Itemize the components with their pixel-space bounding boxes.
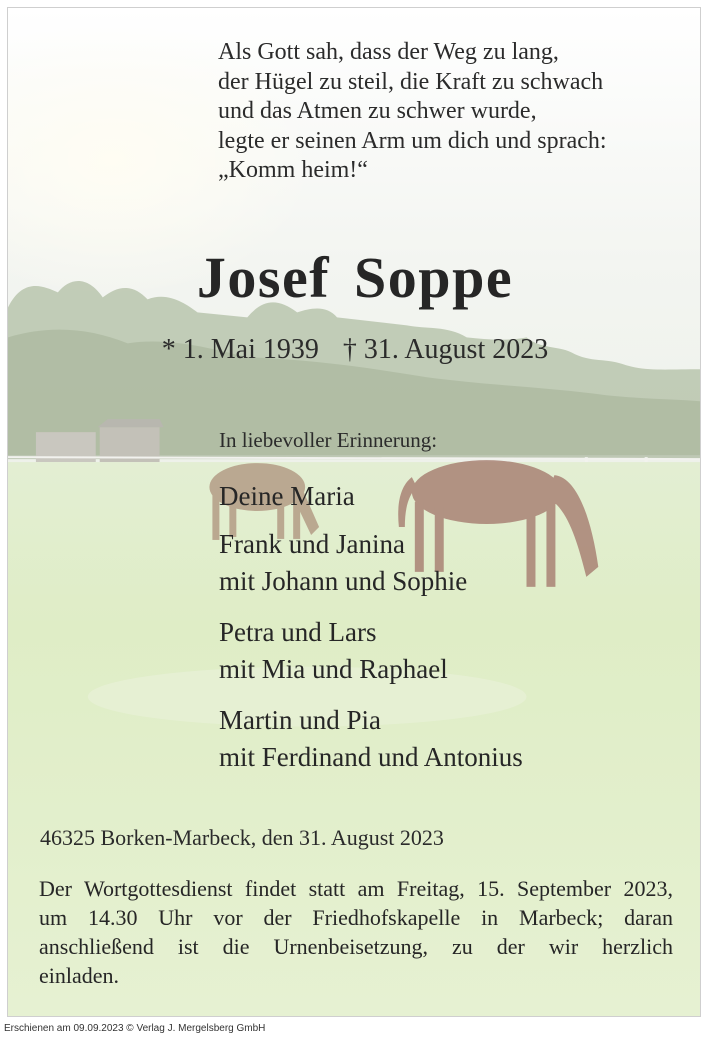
service-line: um 14.30 Uhr vor der Friedhofskapelle in Marbeck; daran bbox=[39, 905, 673, 930]
service-line: anschließend ist die Urnenbeisetzung, zu der wir herzlich bbox=[39, 934, 673, 959]
birth-date: * 1. Mai 1939 bbox=[161, 334, 319, 365]
family-line: Frank und Janina bbox=[219, 529, 405, 559]
poem bbox=[218, 38, 607, 186]
service-announcement bbox=[39, 874, 673, 990]
poem-line: und das Atmen zu schwer wurde, bbox=[218, 98, 537, 124]
family-group bbox=[219, 702, 523, 776]
family-group bbox=[219, 614, 448, 688]
family-line: Deine Maria bbox=[219, 481, 355, 511]
poem-line: legte er seinen Arm um dich und sprach: bbox=[218, 127, 607, 154]
poem-line: Als Gott sah, dass der Weg zu lang, bbox=[218, 39, 559, 65]
service-line: einladen. bbox=[39, 963, 120, 988]
poem-line: „Komm heim!“ bbox=[218, 157, 368, 183]
publication-footer: Erschienen am 09.09.2023 © Verlag J. Mergelsberg GmbH bbox=[4, 1023, 266, 1034]
family-line: mit Ferdinand und Antonius bbox=[219, 742, 523, 772]
deceased-name: Josef Soppe bbox=[196, 245, 514, 310]
family-group bbox=[219, 526, 467, 600]
obituary-notice bbox=[7, 7, 701, 1017]
life-dates bbox=[8, 334, 701, 366]
death-date: † 31. August 2023 bbox=[342, 334, 549, 365]
family-group bbox=[219, 478, 355, 515]
poem-line: der Hügel zu steil, die Kraft zu schwach bbox=[218, 68, 604, 95]
family-line: Martin und Pia bbox=[219, 705, 381, 735]
family-line: Petra und Lars bbox=[219, 617, 377, 647]
place-date: 46325 Borken-Marbeck, den 31. August 2023 bbox=[40, 825, 444, 850]
memory-heading: In liebevoller Erinnerung: bbox=[219, 428, 438, 452]
service-line: Der Wortgottesdienst findet statt am Freitag, 15. September 2023, bbox=[39, 876, 673, 901]
family-line: mit Johann und Sophie bbox=[219, 566, 468, 596]
family-line: mit Mia und Raphael bbox=[219, 654, 448, 684]
